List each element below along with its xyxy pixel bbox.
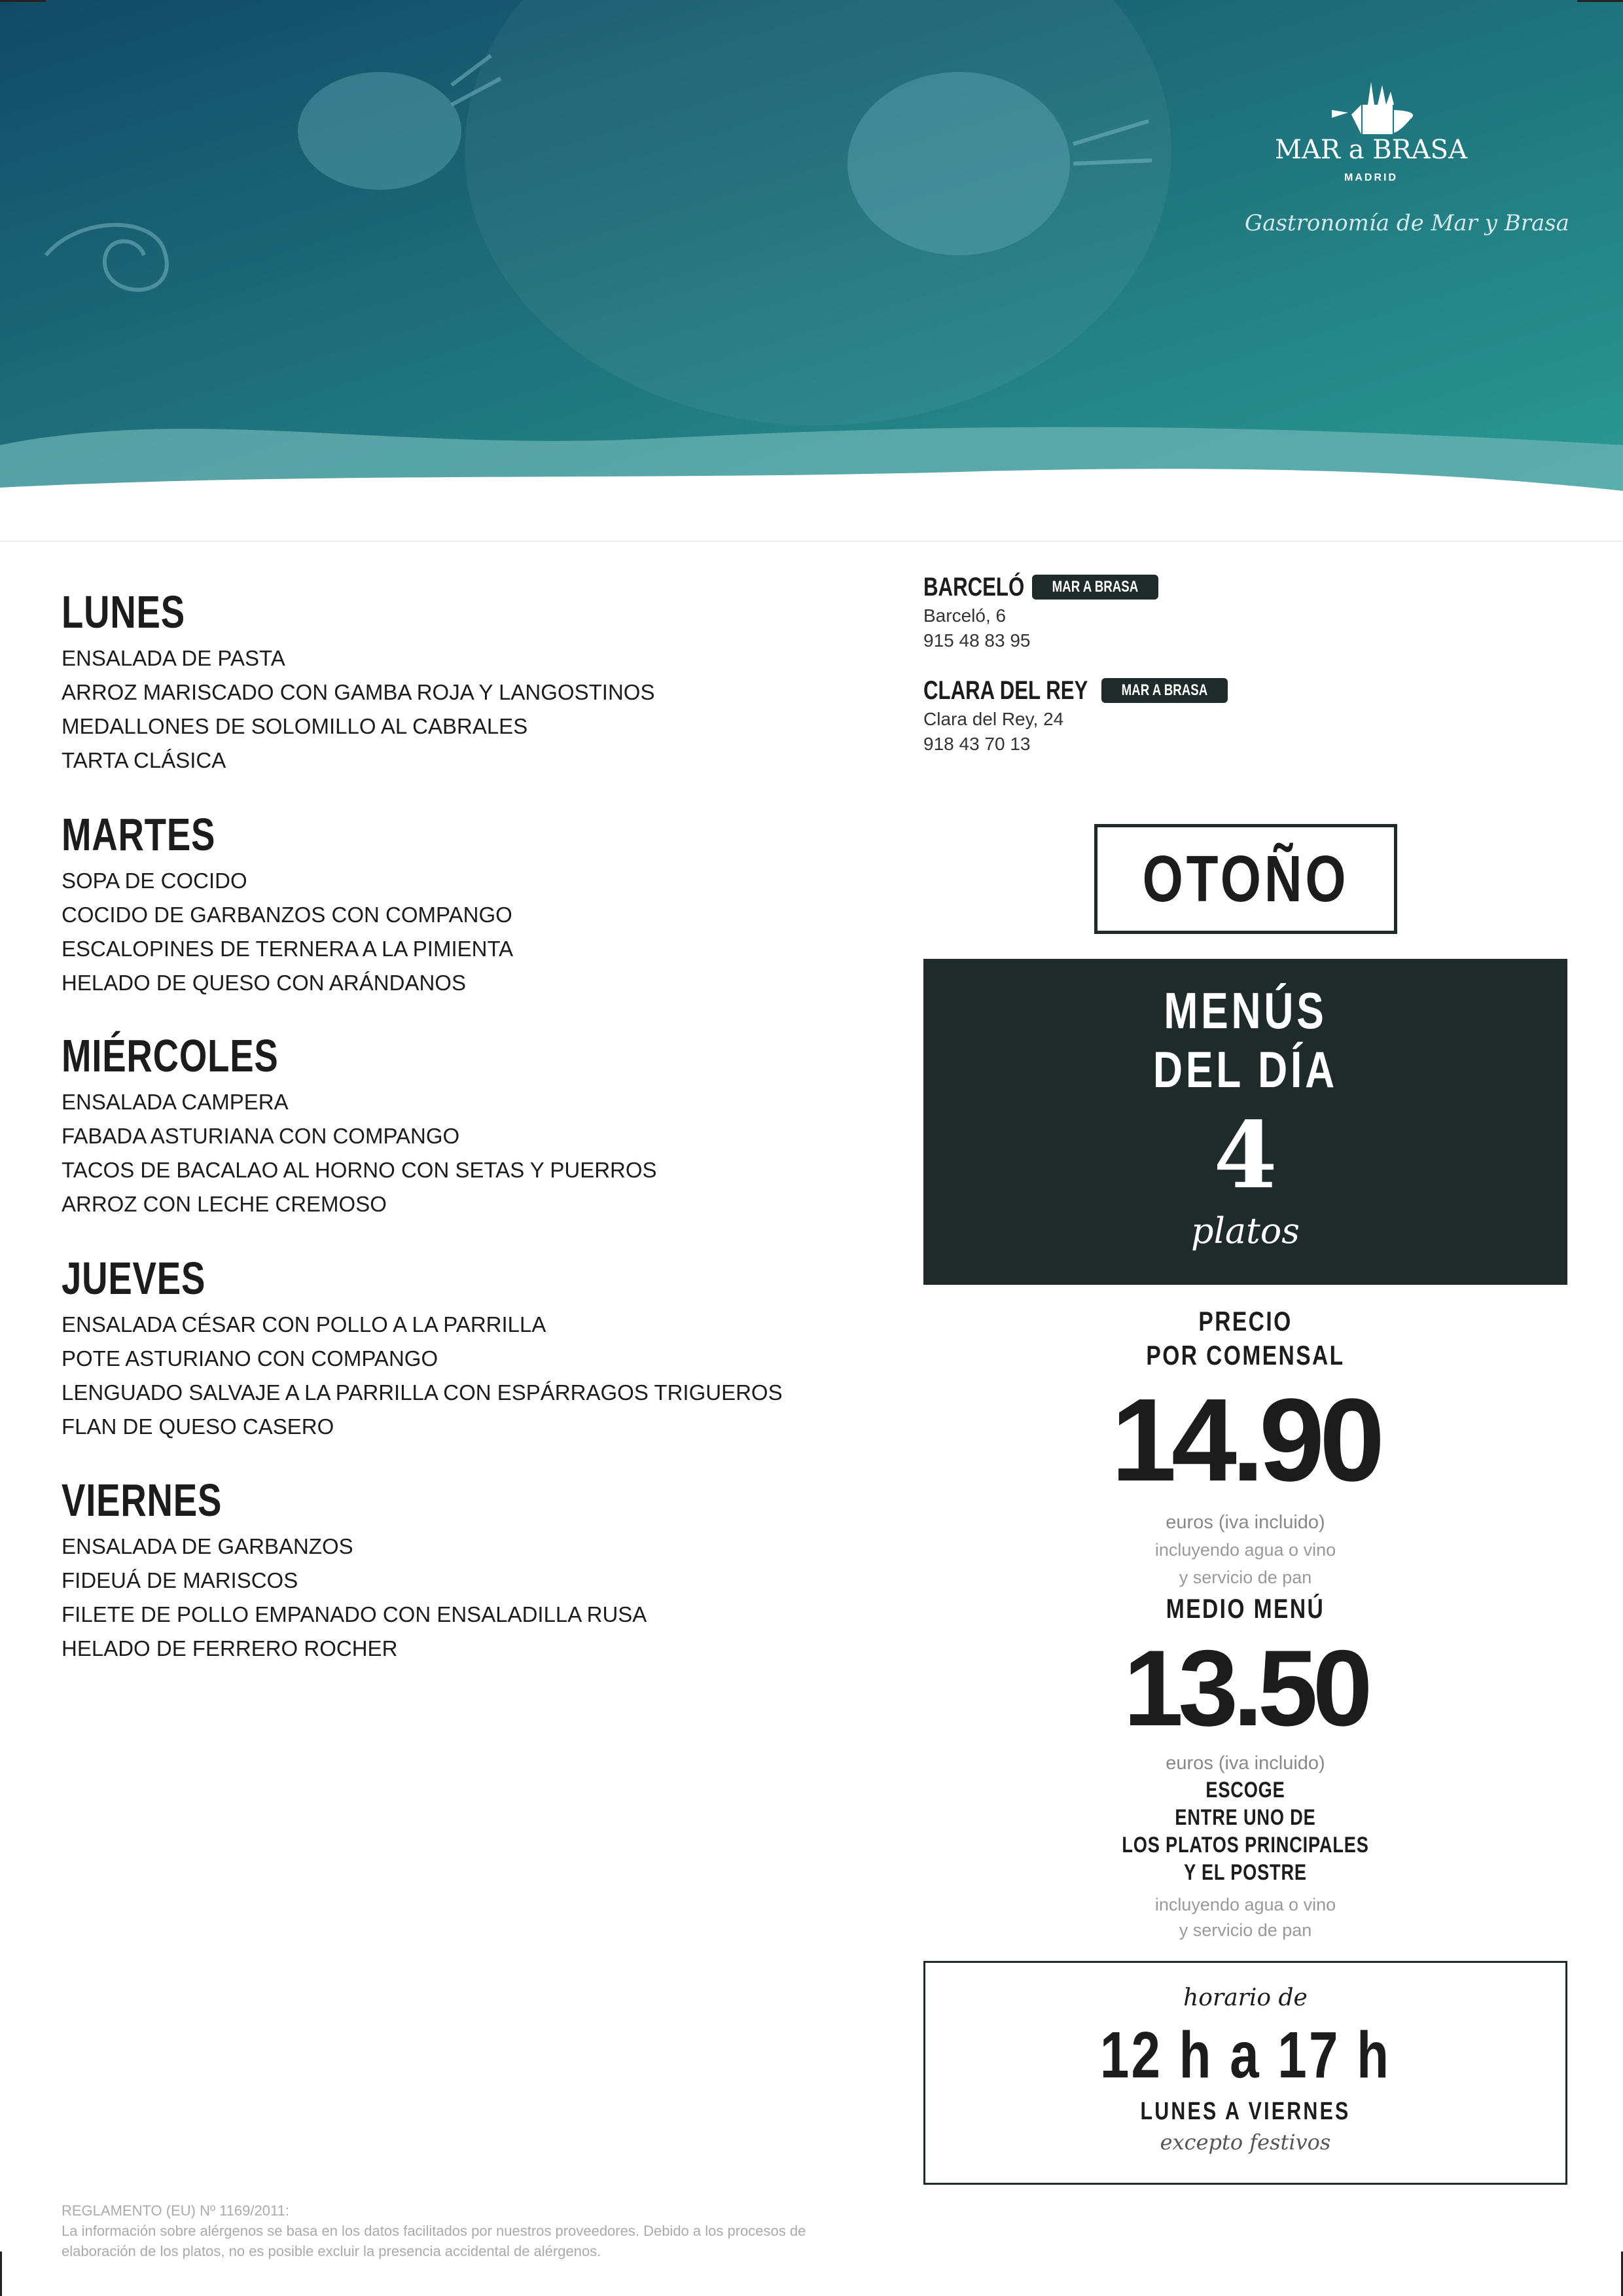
- day-miercoles: [62, 1029, 880, 1221]
- notice-text: elaboración de los platos, no es posible excluir la presencia accidental de alérgenos.: [62, 2243, 601, 2259]
- half-menu-note: incluyendo agua o vino: [1154, 1895, 1336, 1914]
- schedule-box: [923, 1961, 1567, 2185]
- crop-mark: [1577, 0, 1623, 2]
- dish-count: 4: [1213, 1102, 1277, 1210]
- crop-mark: [0, 2251, 2, 2296]
- half-menu-note: y servicio de pan: [1179, 1920, 1312, 1940]
- menu-item: POTE ASTURIANO CON COMPANGO: [62, 1346, 438, 1371]
- location-phone: 918 43 70 13: [923, 734, 1031, 754]
- brand-tagline: Gastronomía de Mar y Brasa: [1245, 210, 1569, 236]
- location-barcelo: [923, 571, 1139, 653]
- schedule-exception: excepto festivos: [1160, 2130, 1331, 2155]
- half-menu-label: MEDIO MENÚ: [1166, 1593, 1325, 1624]
- half-menu-currency: euros (iva incluido): [1166, 1753, 1325, 1774]
- menu-item: ENSALADA DE GARBANZOS: [62, 1534, 353, 1558]
- menu-item: FIDEUÁ DE MARISCOS: [62, 1568, 298, 1592]
- day-title: MARTES: [62, 809, 216, 860]
- menu-item: FILETE DE POLLO EMPANADO CON ENSALADILLA RUSA: [62, 1602, 647, 1626]
- menu-item: HELADO DE FERRERO ROCHER: [62, 1636, 398, 1660]
- menu-item: FABADA ASTURIANA CON COMPANGO: [62, 1124, 460, 1148]
- price-amount: 14.90: [1111, 1374, 1380, 1506]
- allergen-notice: [62, 2200, 806, 2261]
- day-martes: [62, 808, 880, 1000]
- location-name: BARCELÓ: [923, 573, 1025, 601]
- day-title: JUEVES: [62, 1253, 206, 1304]
- brand-city: MADRID: [1344, 172, 1398, 183]
- crop-mark: [0, 0, 46, 2]
- schedule-days: LUNES A VIERNES: [1140, 2098, 1351, 2125]
- price-label: POR COMENSAL: [1146, 1340, 1345, 1371]
- day-jueves: [62, 1251, 880, 1444]
- location-phone: 915 48 83 95: [923, 630, 1031, 651]
- price-note: incluyendo agua o vino: [1154, 1540, 1336, 1560]
- menu-item: HELADO DE QUESO CON ARÁNDANOS: [62, 971, 466, 995]
- price-label: PRECIO: [1198, 1306, 1293, 1336]
- price-section: [923, 1304, 1567, 1591]
- menu-item: ARROZ CON LECHE CREMOSO: [62, 1192, 387, 1216]
- day-title: VIERNES: [62, 1475, 223, 1526]
- location-address: Barceló, 6: [923, 605, 1007, 626]
- schedule-intro: horario de: [1183, 1984, 1308, 2011]
- ocean-illustration: [0, 0, 1623, 543]
- menu-item: ENSALADA CÉSAR CON POLLO A LA PARRILLA: [62, 1312, 546, 1336]
- half-menu-desc: ESCOGE: [1205, 1778, 1285, 1803]
- menu-item: TARTA CLÁSICA: [62, 748, 226, 772]
- brand-badge: MAR A BRASA: [1032, 575, 1158, 600]
- price-note: y servicio de pan: [1179, 1568, 1312, 1587]
- day-lunes: [62, 585, 880, 778]
- menu-item: ARROZ MARISCADO CON GAMBA ROJA Y LANGOSTINOS: [62, 680, 655, 704]
- menu-item: ENSALADA DE PASTA: [62, 646, 285, 670]
- notice-title: REGLAMENTO (EU) Nº 1169/2011:: [62, 2202, 289, 2219]
- price-currency: euros (iva incluido): [1166, 1512, 1325, 1533]
- brand-badge: MAR A BRASA: [1101, 678, 1228, 703]
- location-clara-del-rey: [923, 674, 1208, 757]
- panel-line1: MENÚS: [1164, 982, 1327, 1039]
- day-viernes: [62, 1473, 880, 1666]
- panel-line2: DEL DÍA: [1152, 1041, 1338, 1098]
- brand-name: MAR a BRASA: [1275, 135, 1467, 165]
- menu-item: LENGUADO SALVAJE A LA PARRILLA CON ESPÁRRAGOS TRIGUEROS: [62, 1380, 783, 1405]
- season-box: [1094, 824, 1397, 934]
- half-menu-desc: ENTRE UNO DE: [1175, 1805, 1316, 1830]
- half-menu-desc: LOS PLATOS PRINCIPALES: [1122, 1833, 1369, 1857]
- menu-item: FLAN DE QUESO CASERO: [62, 1414, 334, 1439]
- half-menu-desc: Y EL POSTRE: [1184, 1860, 1307, 1885]
- schedule-hours: 12 h a 17 h: [1099, 2018, 1391, 2092]
- day-title: LUNES: [62, 586, 185, 637]
- menu-item: ENSALADA CAMPERA: [62, 1090, 289, 1114]
- location-name: CLARA DEL REY: [923, 676, 1088, 705]
- menu-item: SOPA DE COCIDO: [62, 869, 247, 893]
- season-label: OTOÑO: [1142, 842, 1349, 916]
- notice-text: La información sobre alérgenos se basa en los datos facilitados por nuestros proveedores. Debido a los procesos de: [62, 2223, 806, 2239]
- menu-item: TACOS DE BACALAO AL HORNO CON SETAS Y PUERROS: [62, 1158, 657, 1182]
- location-address: Clara del Rey, 24: [923, 709, 1064, 729]
- day-title: MIÉRCOLES: [62, 1030, 279, 1081]
- half-menu-section: [923, 1592, 1567, 1943]
- menu-item: COCIDO DE GARBANZOS CON COMPANGO: [62, 903, 512, 927]
- menu-panel: [923, 959, 1567, 1285]
- header-banner: [0, 0, 1623, 543]
- menu-item: MEDALLONES DE SOLOMILLO AL CABRALES: [62, 714, 528, 738]
- half-menu-amount: 13.50: [1123, 1628, 1368, 1748]
- dish-count-label: platos: [1191, 1210, 1300, 1251]
- menu-item: ESCALOPINES DE TERNERA A LA PIMIENTA: [62, 937, 514, 961]
